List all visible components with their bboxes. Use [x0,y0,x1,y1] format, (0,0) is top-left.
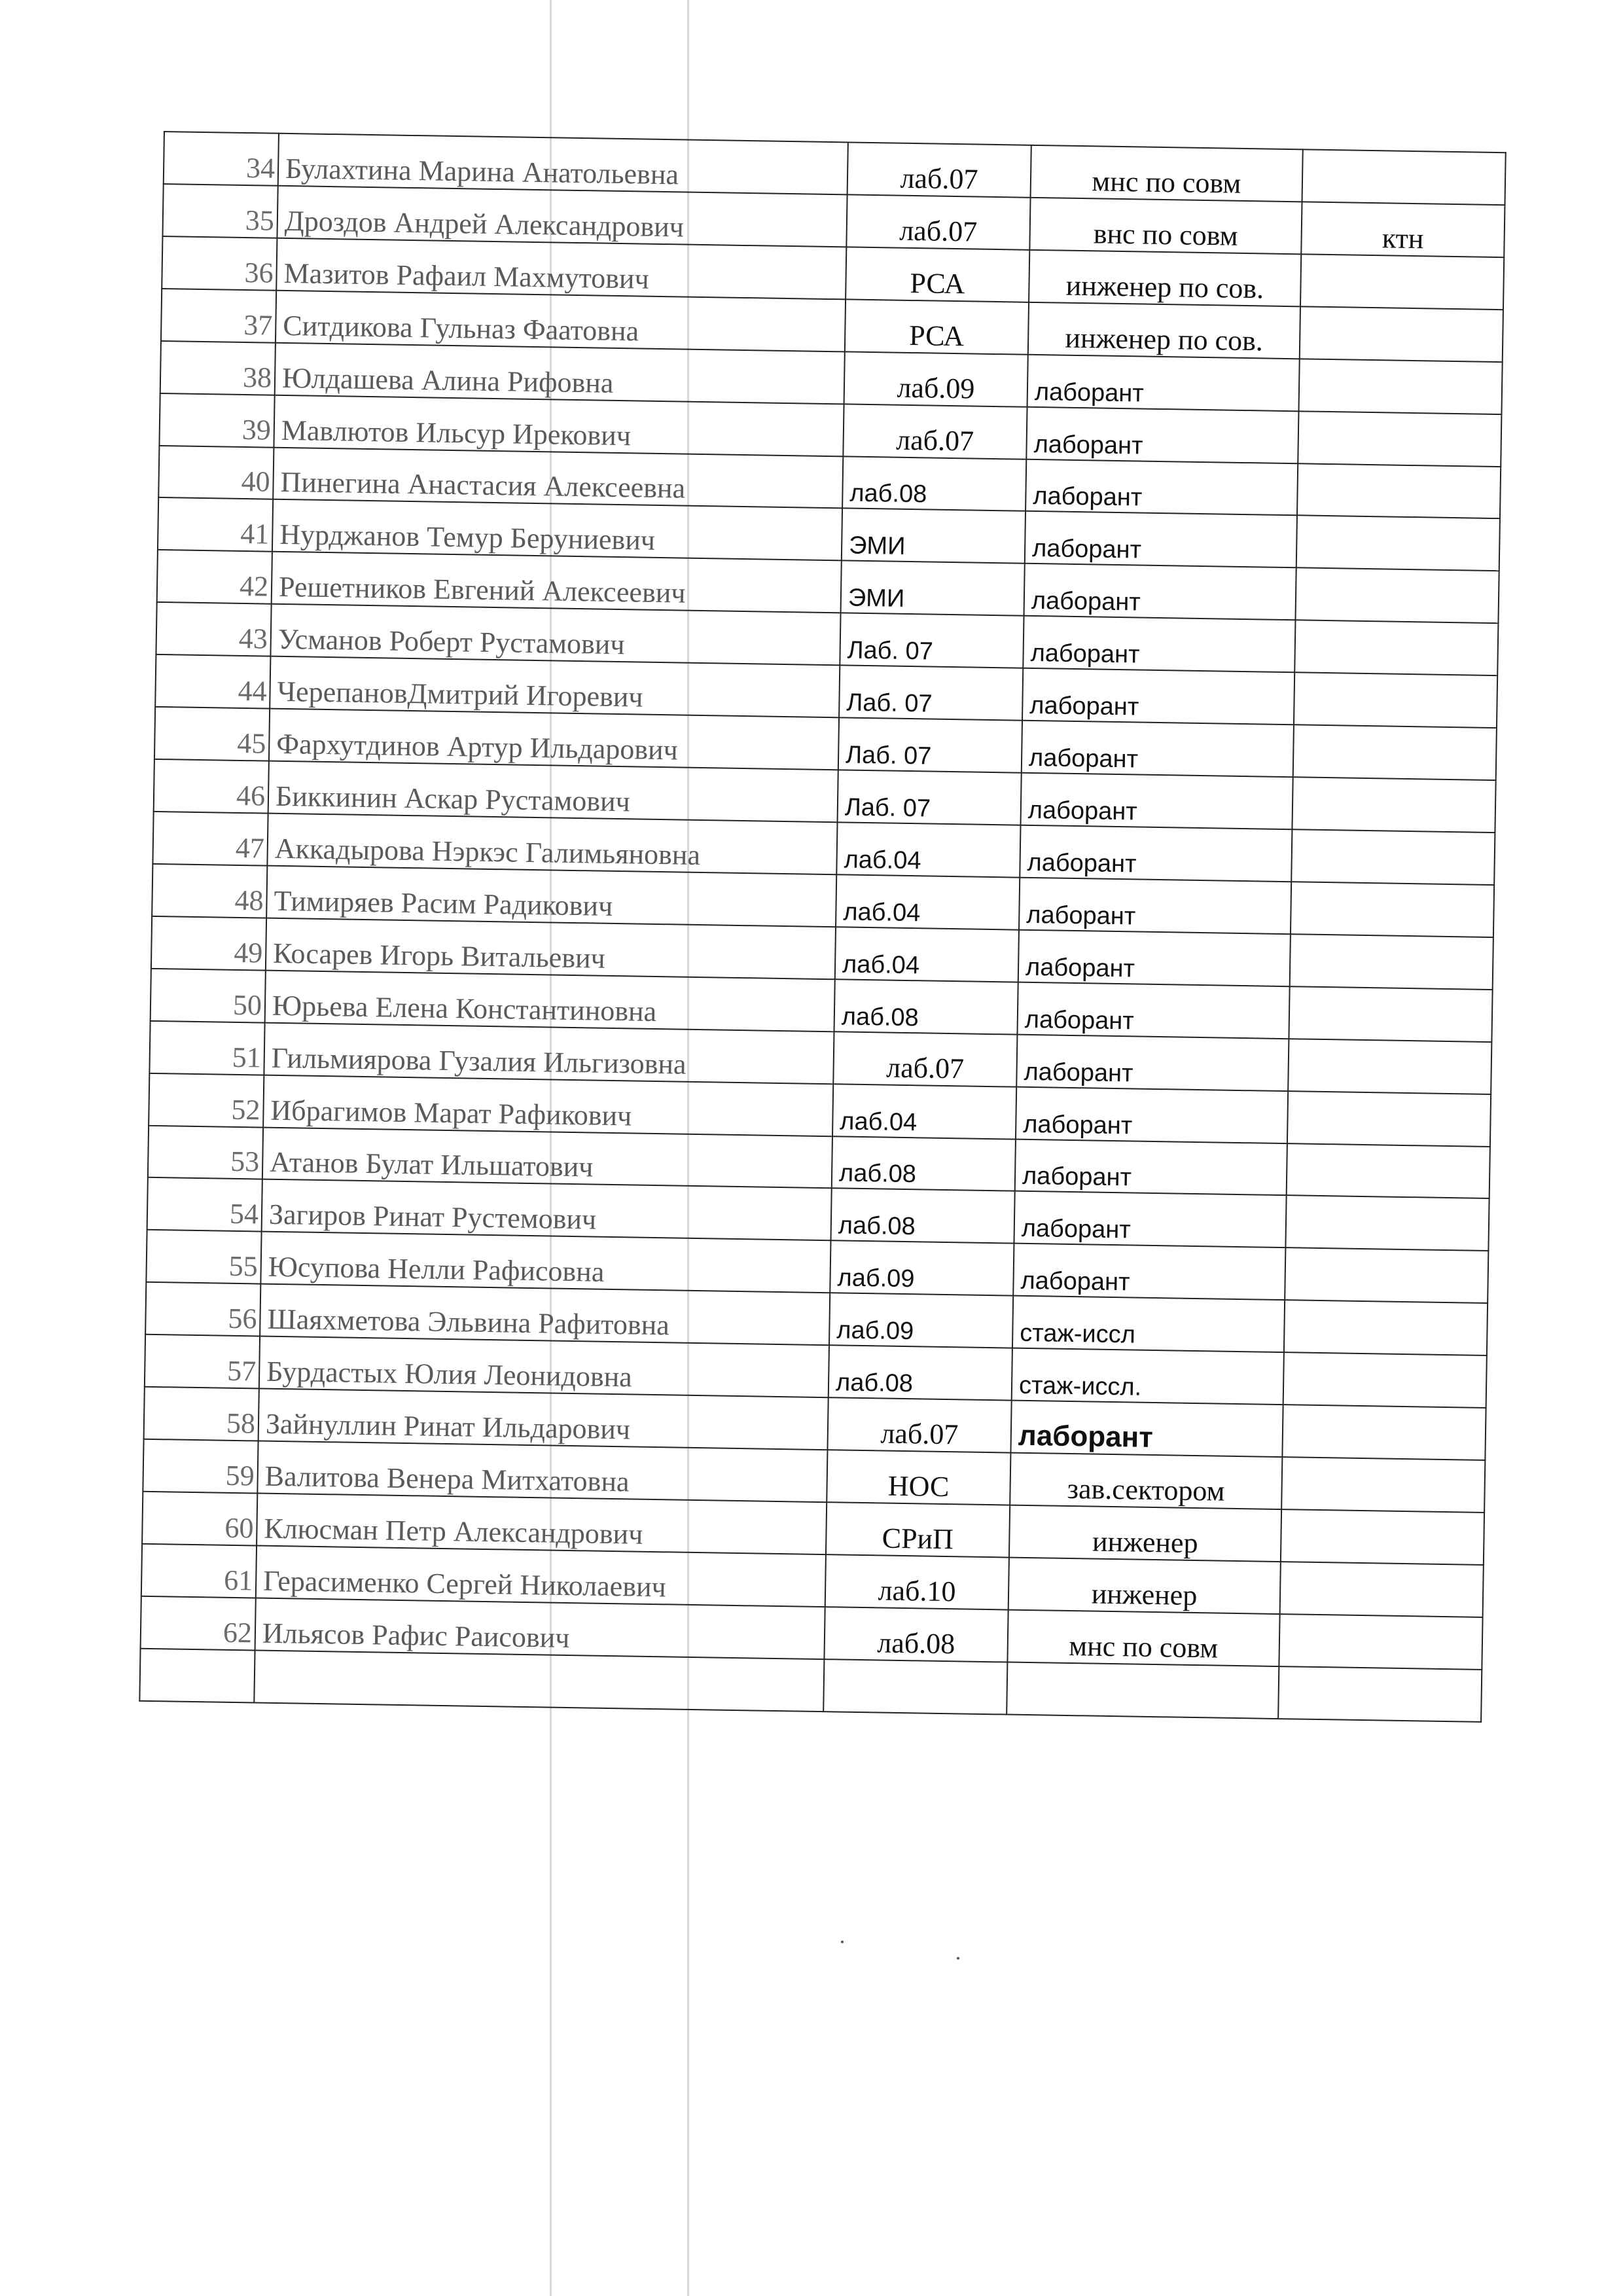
full-name-cell: Гильмиярова Гузалия Ильгизовна [264,1022,834,1084]
full-name-cell: Булахтина Марина Анатольевна [278,134,848,195]
full-name-cell: Загиров Ринат Рустемович [262,1179,832,1241]
position-cell: внс по совм [1029,198,1302,254]
position-cell: зав.сектором [1010,1453,1282,1509]
row-number: 58 [144,1387,259,1441]
degree-cell [1289,986,1492,1042]
degree-cell [1282,1405,1486,1460]
department-cell [823,1659,1007,1715]
department-cell: лаб.07 [843,404,1027,459]
full-name-cell: Решетников Евгений Алексеевич [272,552,842,613]
department-cell: лаб.09 [829,1293,1013,1348]
row-number [139,1648,255,1702]
position-cell: мнс по совм [1031,145,1303,202]
full-name-cell: Юлдашева Алина Рифовна [275,342,845,404]
degree-cell [1287,1091,1491,1147]
full-name-cell: Юсупова Нелли Рафисовна [260,1232,830,1293]
row-number: 62 [141,1596,256,1651]
full-name-cell: Усманов Роберт Рустамович [270,604,840,666]
department-cell: лаб.04 [836,874,1020,929]
full-name-cell: Ситдикова Гульназ Фаатовна [276,291,846,352]
position-cell: инженер по сов. [1028,302,1300,359]
full-name-cell: Бурдастых Юлия Леонидовна [259,1336,829,1398]
degree-cell [1290,934,1493,990]
department-cell: лаб.08 [829,1345,1012,1400]
full-name-cell: Шаяхметова Эльвина Рафитовна [260,1284,830,1346]
degree-cell [1283,1352,1487,1408]
position-cell: лаборант [1020,825,1292,882]
full-name-cell: Клюсман Петр Александрович [257,1493,827,1554]
full-name-cell: Пинегина Анастасия Алексеевна [273,447,843,509]
position-cell: инженер по сов. [1029,250,1301,306]
degree-cell [1294,620,1498,676]
position-cell: лаборант [1010,1401,1283,1457]
row-number: 54 [147,1177,262,1232]
degree-cell [1292,777,1495,833]
full-name-cell: Валитова Венера Митхатовна [257,1441,827,1503]
position-cell: инженер [1009,1505,1281,1562]
degree-cell [1285,1247,1488,1303]
department-cell: СРиП [826,1502,1010,1557]
full-name-cell: Ильясов Рафис Раисович [255,1598,825,1659]
position-cell: лаборант [1024,564,1296,620]
row-number: 44 [155,655,270,709]
row-number: 56 [145,1282,260,1336]
position-cell: лаборант [1025,511,1297,567]
degree-cell [1297,463,1501,519]
degree-cell [1278,1666,1482,1722]
position-cell: инженер [1008,1557,1281,1613]
department-cell: лаб.08 [830,1189,1014,1244]
degree-cell [1287,1143,1490,1199]
degree-cell [1291,882,1494,937]
department-cell: Лаб. 07 [840,613,1024,668]
degree-cell [1285,1196,1489,1251]
position-cell [1007,1662,1279,1719]
position-cell: лаборант [1026,406,1298,463]
position-cell: стаж-иссл. [1012,1348,1284,1405]
row-number: 35 [162,184,277,238]
full-name-cell: Фархутдинов Артур Ильдарович [269,709,839,770]
degree-cell [1288,1039,1491,1094]
position-cell: лаборант [1027,354,1300,410]
row-number: 49 [151,916,266,971]
department-cell: ЭМИ [842,509,1026,564]
row-number: 46 [154,759,269,814]
row-number: 60 [142,1492,257,1546]
degree-cell [1293,725,1497,780]
staff-table [139,131,1506,1723]
degree-cell [1280,1562,1484,1617]
position-cell: лаборант [1018,930,1291,986]
department-cell: лаб.04 [832,1084,1016,1139]
row-number: 59 [143,1439,258,1494]
position-cell: лаборант [1014,1191,1286,1247]
row-number: 42 [157,550,272,604]
position-cell: мнс по совм [1007,1609,1279,1666]
full-name-cell: Юрьева Елена Константиновна [265,970,835,1031]
department-cell: Лаб. 07 [839,666,1023,721]
department-cell: РСА [845,299,1029,354]
degree-cell: ктн [1301,202,1505,257]
row-number: 39 [159,393,274,448]
row-number: 47 [152,812,268,866]
department-cell: лаб.10 [825,1554,1009,1609]
row-number: 51 [149,1021,264,1075]
department-cell: лаб.09 [844,351,1028,406]
position-cell: стаж-иссл [1012,1296,1285,1352]
degree-cell [1295,568,1499,624]
full-name-cell: ЧерепановДмитрий Игоревич [270,656,840,718]
department-cell: лаб.07 [847,142,1031,197]
row-number: 37 [161,289,276,343]
row-number: 61 [141,1544,257,1598]
position-cell: лаборант [1026,459,1298,515]
degree-cell [1281,1457,1485,1513]
row-number: 41 [158,497,273,552]
degree-cell [1294,672,1497,728]
department-cell: лаб.08 [824,1607,1008,1662]
staff-table-wrapper [139,131,1505,1723]
degree-cell [1296,516,1500,571]
row-number: 36 [162,236,277,291]
row-number: 52 [149,1073,264,1127]
department-cell: лаб.08 [832,1136,1016,1191]
full-name-cell: Мазитов Рафаил Махмутович [276,238,846,300]
degree-cell [1298,411,1501,467]
position-cell: лаборант [1015,1139,1287,1195]
position-cell: лаборант [1023,616,1295,672]
full-name-cell: Косарев Игорь Витальевич [266,918,836,979]
full-name-cell: Аккадырова Нэркэс Галимьяновна [267,814,837,875]
position-cell: лаборант [1017,982,1289,1038]
position-cell: лаборант [1016,1034,1289,1090]
full-name-cell: Нурджанов Темур Беруниевич [272,499,842,561]
department-cell: Лаб. 07 [838,717,1022,772]
scan-dot [841,1941,844,1943]
degree-cell [1281,1509,1484,1565]
row-number: 48 [152,864,267,918]
full-name-cell [254,1650,824,1712]
degree-cell [1300,254,1504,310]
row-number: 43 [156,602,271,656]
row-number: 55 [146,1230,261,1284]
position-cell: лаборант [1013,1244,1285,1300]
department-cell: лаб.04 [835,927,1019,982]
position-cell: лаборант [1021,773,1293,829]
department-cell: лаб.08 [834,979,1018,1034]
full-name-cell: Герасименко Сергей Николаевич [256,1545,826,1607]
row-number: 38 [160,341,276,395]
full-name-cell: Тимиряев Расим Радикович [266,866,836,927]
department-cell: Лаб. 07 [838,770,1022,825]
row-number: 34 [164,132,279,186]
full-name-cell: Дроздов Андрей Александрович [277,186,847,247]
department-cell: лаб.07 [827,1397,1011,1452]
full-name-cell: Зайнуллин Ринат Ильдарович [259,1389,829,1450]
position-cell: лаборант [1022,668,1294,725]
degree-cell [1298,359,1502,414]
position-cell: лаборант [1019,878,1291,934]
degree-cell [1300,306,1503,362]
row-number: 45 [154,707,270,761]
department-cell: лаб.08 [842,456,1026,511]
full-name-cell: Мавлютов Ильсур Ирекович [274,395,844,456]
department-cell: ЭМИ [841,561,1025,616]
degree-cell [1302,149,1506,205]
department-cell: лаб.07 [833,1031,1017,1086]
department-cell: лаб.07 [846,194,1030,249]
full-name-cell: Биккинин Аскар Рустамович [268,761,838,823]
full-name-cell: Ибрагимов Марат Рафикович [263,1075,833,1136]
row-number: 50 [151,969,266,1023]
degree-cell [1279,1614,1482,1670]
department-cell: лаб.09 [830,1241,1014,1296]
department-cell: РСА [846,247,1029,302]
department-cell: НОС [827,1450,1010,1505]
degree-cell [1291,829,1495,885]
degree-cell [1284,1300,1488,1355]
scan-dot [957,1957,959,1960]
full-name-cell: Атанов Булат Ильшатович [262,1127,832,1189]
department-cell: лаб.04 [836,822,1020,877]
position-cell: лаборант [1022,721,1294,777]
row-number: 57 [145,1335,260,1389]
staff-table-body [139,132,1505,1722]
row-number: 40 [158,445,274,499]
position-cell: лаборант [1016,1086,1288,1143]
row-number: 53 [148,1125,263,1179]
